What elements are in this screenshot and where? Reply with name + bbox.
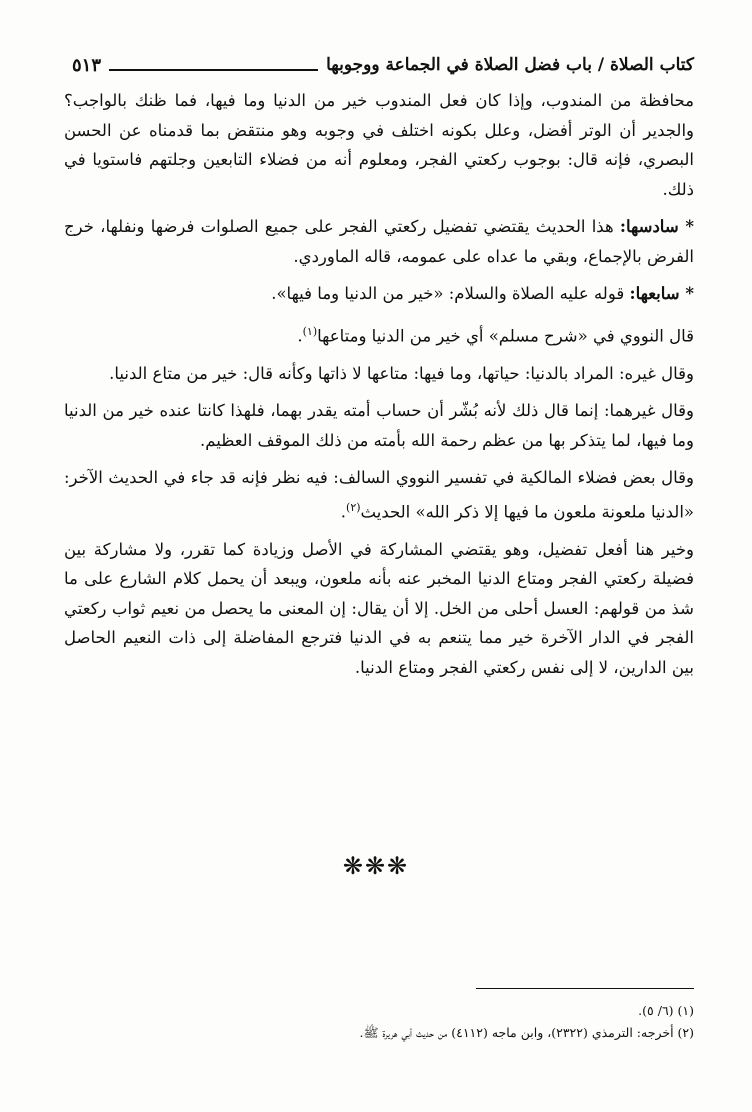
paragraph-seventh xyxy=(64,279,694,309)
paragraph-1: محافظة من المندوب، وإذا كان فعل المندوب خير من الدنيا وما فيها، فما ظنك بالواجب؟ والجدير أن الوتر أفضل، وعلل بكونه اختلف في وجوبه وهو منتقض بما قدمناه عن الحسن البصري، فإنه قال: بوجوب ركعتي الفجر، ومعلوم أنه من فضلاء التابعين وجلتهم فاستويا في ذلك. xyxy=(64,91,694,199)
footnote-ref-2: (٢) xyxy=(346,500,361,514)
paragraph-other: وقال غيره: المراد بالدنيا: حياتها، وما فيها: متاعها لا ذاتها وكأنه قال: خير من متاع الدنيا. xyxy=(109,363,694,383)
footnote-2: (٢) أخرجه: الترمذي (٢٣٢٢)، وابن ماجه (٤١١٢) من حديث أبي هريرة ﷺ. xyxy=(359,1025,694,1040)
header-rule xyxy=(109,59,318,71)
paragraph-nawawi xyxy=(64,317,694,351)
paragraph-sixth xyxy=(64,212,694,271)
footnote-1: (١) (٦/ ٥). xyxy=(638,1003,694,1018)
paragraph-maliki xyxy=(64,463,694,527)
paragraph-others: وقال غيرهما: إنما قال ذلك لأنه بُشّر أن حساب أمته يقدر بهما، فلهذا كانتا عنده خير من الدنيا وما فيها، لما يتذكر بها من عظم رحمة الله بأمته من ذلك الموقف العظيم. xyxy=(64,401,694,450)
nawawi-end: . xyxy=(297,326,303,345)
paragraph-tafdil: وخير هنا أفعل تفضيل، وهو يقتضي المشاركة في الأصل وزيادة كما تقرر، ولا مشاركة بين فضيلة ركعتي الفجر ومتاع الدنيا المخبر عنه بأنه ملعون، ويبعد أن يحمل كلام الشارع على ما شذ من قولهم: العسل أحلى من الخل. إلا أن يقال: إن المعنى ما يحصل من نعيم ثواب ركعتي الفجر في الدار الآخرة خير مما يتنعم به في الدنيا فترجع المفاضلة إلى ذات النعيم الحاصل بين الدارين، لا إلى نفس ركعتي الفجر ومتاع الدنيا. xyxy=(64,539,694,677)
sixth-text: هذا الحديث يقتضي تفضيل ركعتي الفجر على جميع الصلوات فرضها ونفلها، خرج الفرض بالإجماع، وبقي ما عداه على عمومه، قاله الماوردي. xyxy=(64,217,694,266)
running-header xyxy=(72,52,694,78)
chapter-title: كتاب الصلاة / باب فضل الصلاة في الجماعة ووجوبها xyxy=(326,55,694,75)
page-number: ٥١٣ xyxy=(72,54,102,76)
sixth-label: * سادسها: xyxy=(619,217,694,236)
seventh-label: * سابعها: xyxy=(629,284,694,303)
section-separator: ❋❋❋ xyxy=(342,852,410,880)
nawawi-text: قال النووي في «شرح مسلم» أي خير من الدنيا ومتاعها xyxy=(317,326,694,345)
footnote-ref-1: (١) xyxy=(302,324,318,338)
footnotes xyxy=(64,1000,694,1044)
maliki-text: وقال بعض فضلاء المالكية في تفسير النووي السالف: فيه نظر فإنه قد جاء في الحديث الآخر: «الدنيا ملعونة ملعون ما فيها إلا ذكر الله» الحديث xyxy=(64,468,694,521)
maliki-end: . xyxy=(340,502,347,521)
footnote-rule xyxy=(476,988,694,989)
main-text xyxy=(64,86,694,690)
seventh-text: قوله عليه الصلاة والسلام: «خير من الدنيا وما فيها». xyxy=(271,284,625,303)
